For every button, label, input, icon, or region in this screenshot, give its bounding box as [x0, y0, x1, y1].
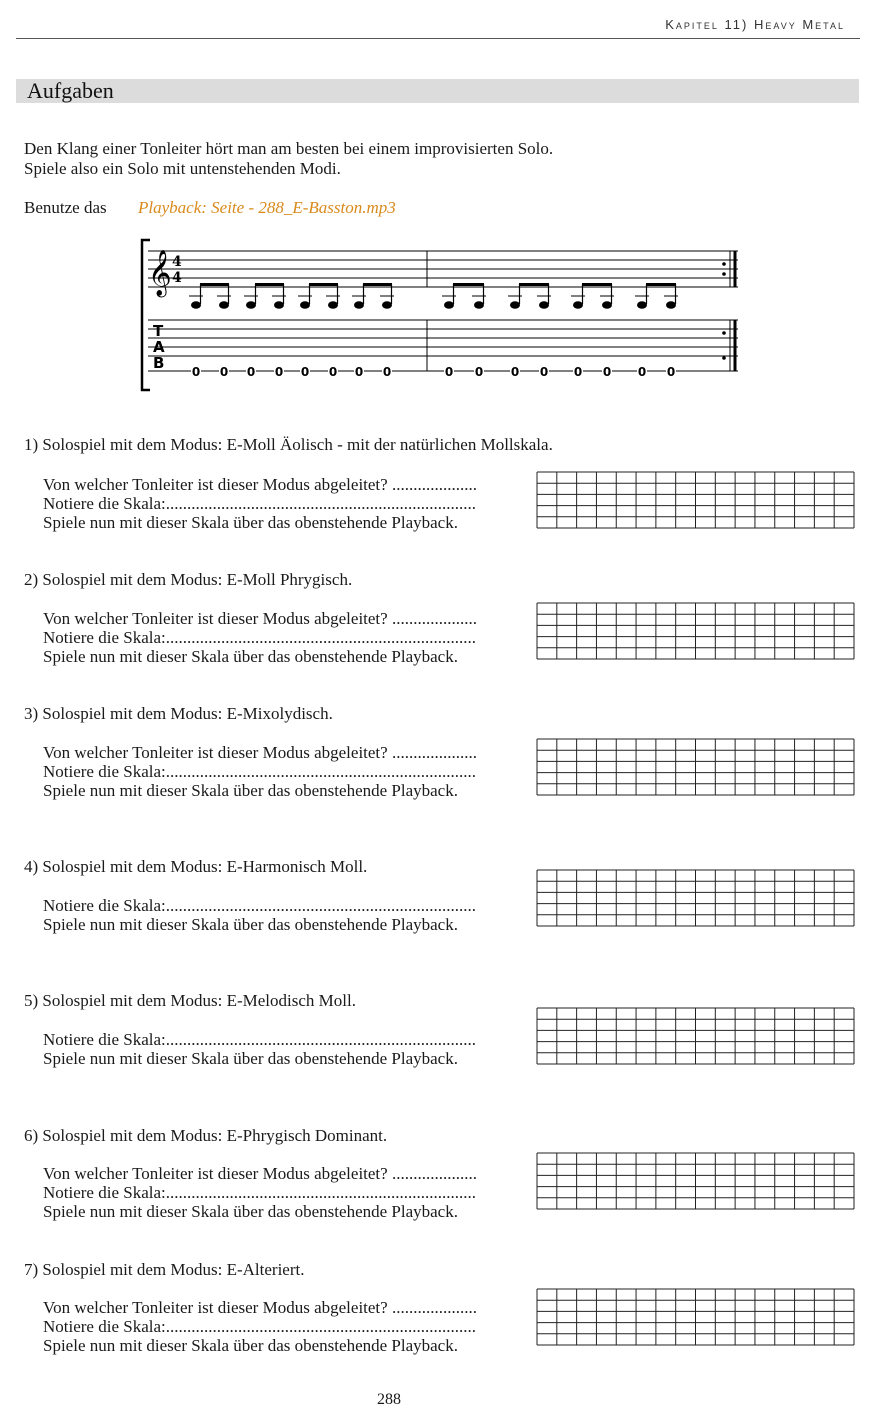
intro-line-2: Spiele also ein Solo mit untenstehenden Modi.: [24, 159, 341, 178]
fretboard-grid: [536, 1288, 855, 1346]
tab-fret-number: 0: [666, 365, 676, 379]
section-title: Aufgaben: [27, 78, 114, 103]
note-beam: [519, 283, 549, 286]
play-line: Spiele nun mit dieser Skala über das obenstehende Playback.: [43, 513, 458, 532]
play-line: Spiele nun mit dieser Skala über das obenstehende Playback.: [43, 647, 458, 666]
note-beam: [582, 283, 612, 286]
task-heading: 4) Solospiel mit dem Modus: E-Harmonisch Moll.: [24, 857, 368, 876]
tab-letter-b: B: [153, 354, 165, 372]
tab-letter-a: A: [153, 338, 165, 356]
task-heading: 1) Solospiel mit dem Modus: E-Moll Äolisch - mit der natürlichen Mollskala.: [24, 435, 553, 454]
intro-text: [24, 139, 553, 179]
note-head: [274, 301, 284, 309]
note-head: [444, 301, 454, 309]
note-beam: [200, 283, 229, 286]
fretboard-diagram: [536, 869, 855, 932]
tab-fret-number: 0: [191, 365, 201, 379]
tab-fret-number: 0: [539, 365, 549, 379]
notate-line: Notiere die Skala:.........................................................................: [43, 1317, 476, 1336]
repeat-dot: [722, 272, 726, 276]
notate-line: Notiere die Skala:.........................................................................: [43, 1030, 476, 1049]
time-sig-bottom: 4: [172, 270, 182, 286]
fretboard-diagram: [536, 602, 855, 665]
header-divider: [16, 38, 860, 39]
question-line: Von welcher Tonleiter ist dieser Modus abgeleitet? ....................: [43, 1164, 477, 1183]
time-sig-top: 4: [172, 254, 182, 270]
fretboard-diagram: [536, 1288, 855, 1351]
section-heading-bar: [16, 79, 859, 103]
tab-fret-number: 0: [444, 365, 454, 379]
treble-staff: [148, 251, 738, 287]
notate-line: Notiere die Skala:.........................................................................: [43, 896, 476, 915]
note-head: [637, 301, 647, 309]
tab-fret-number: 0: [328, 365, 338, 379]
task-heading: 6) Solospiel mit dem Modus: E-Phrygisch Dominant.: [24, 1126, 388, 1145]
music-notation: [138, 236, 748, 396]
note-head: [602, 301, 612, 309]
notate-line: Notiere die Skala:.........................................................................: [43, 762, 476, 781]
fretboard-diagram: [536, 471, 855, 534]
treble-clef-icon: 𝄞: [148, 250, 172, 296]
note-head: [354, 301, 364, 309]
tab-fret-number: 0: [354, 365, 364, 379]
play-line: Spiele nun mit dieser Skala über das obenstehende Playback.: [43, 915, 458, 934]
tab-staff: [148, 320, 738, 371]
chapter-header: Kapitel 11) Heavy Metal: [665, 17, 845, 32]
note-beam: [363, 283, 392, 286]
tab-letter-t: T: [153, 322, 164, 340]
play-line: Spiele nun mit dieser Skala über das obenstehende Playback.: [43, 1049, 458, 1068]
note-head: [539, 301, 549, 309]
fretboard-grid: [536, 869, 855, 927]
fretboard-grid: [536, 602, 855, 660]
tab-fret-number: 0: [510, 365, 520, 379]
note-beam: [453, 283, 484, 286]
fretboard-diagram: [536, 738, 855, 801]
question-line: Von welcher Tonleiter ist dieser Modus abgeleitet? ....................: [43, 475, 477, 494]
play-line: Spiele nun mit dieser Skala über das obenstehende Playback.: [43, 1202, 458, 1221]
question-line: Von welcher Tonleiter ist dieser Modus abgeleitet? ....................: [43, 609, 477, 628]
tab-fret-number: 0: [246, 365, 256, 379]
intro-line-1: Den Klang einer Tonleiter hört man am besten bei einem improvisierten Solo.: [24, 139, 554, 158]
use-label: Benutze das: [24, 198, 107, 217]
fretboard-diagram: [536, 1007, 855, 1070]
note-head: [246, 301, 256, 309]
note-head: [474, 301, 484, 309]
task-heading: 3) Solospiel mit dem Modus: E-Mixolydisch.: [24, 704, 333, 723]
fretboard-grid: [536, 738, 855, 796]
task-heading: 2) Solospiel mit dem Modus: E-Moll Phrygisch.: [24, 570, 353, 589]
tab-fret-number: 0: [474, 365, 484, 379]
tab-fret-number: 0: [602, 365, 612, 379]
note-beam: [309, 283, 338, 286]
notate-line: Notiere die Skala:.........................................................................: [43, 628, 476, 647]
note-head: [666, 301, 676, 309]
note-head: [191, 301, 201, 309]
play-line: Spiele nun mit dieser Skala über das obenstehende Playback.: [43, 1336, 458, 1355]
note-beam: [646, 283, 676, 286]
note-head: [219, 301, 229, 309]
repeat-dot: [722, 331, 726, 335]
fret-number-group: [191, 365, 676, 379]
note-head: [573, 301, 583, 309]
tab-fret-number: 0: [637, 365, 647, 379]
note-head: [300, 301, 310, 309]
question-line: Von welcher Tonleiter ist dieser Modus abgeleitet? ....................: [43, 1298, 477, 1317]
playback-link[interactable]: Playback: Seite - 288_E-Basston.mp3: [138, 198, 396, 217]
tab-fret-number: 0: [573, 365, 583, 379]
fretboard-grid: [536, 1152, 855, 1210]
fretboard-diagram: [536, 1152, 855, 1215]
tab-fret-number: 0: [274, 365, 284, 379]
note-head: [510, 301, 520, 309]
note-head: [328, 301, 338, 309]
play-line: Spiele nun mit dieser Skala über das obenstehende Playback.: [43, 781, 458, 800]
note-head: [382, 301, 392, 309]
notate-line: Notiere die Skala:.........................................................................: [43, 1183, 476, 1202]
repeat-dot: [722, 356, 726, 360]
page-number: 288: [377, 1391, 401, 1408]
notate-line: Notiere die Skala:.........................................................................: [43, 494, 476, 513]
repeat-dot: [722, 262, 726, 266]
task-heading: 5) Solospiel mit dem Modus: E-Melodisch Moll.: [24, 991, 356, 1010]
question-line: Von welcher Tonleiter ist dieser Modus abgeleitet? ....................: [43, 743, 477, 762]
note-beam: [255, 283, 284, 286]
tab-fret-number: 0: [300, 365, 310, 379]
tab-fret-number: 0: [382, 365, 392, 379]
fretboard-grid: [536, 471, 855, 529]
task-heading: 7) Solospiel mit dem Modus: E-Alteriert.: [24, 1260, 305, 1279]
tab-fret-number: 0: [219, 365, 229, 379]
fretboard-grid: [536, 1007, 855, 1065]
